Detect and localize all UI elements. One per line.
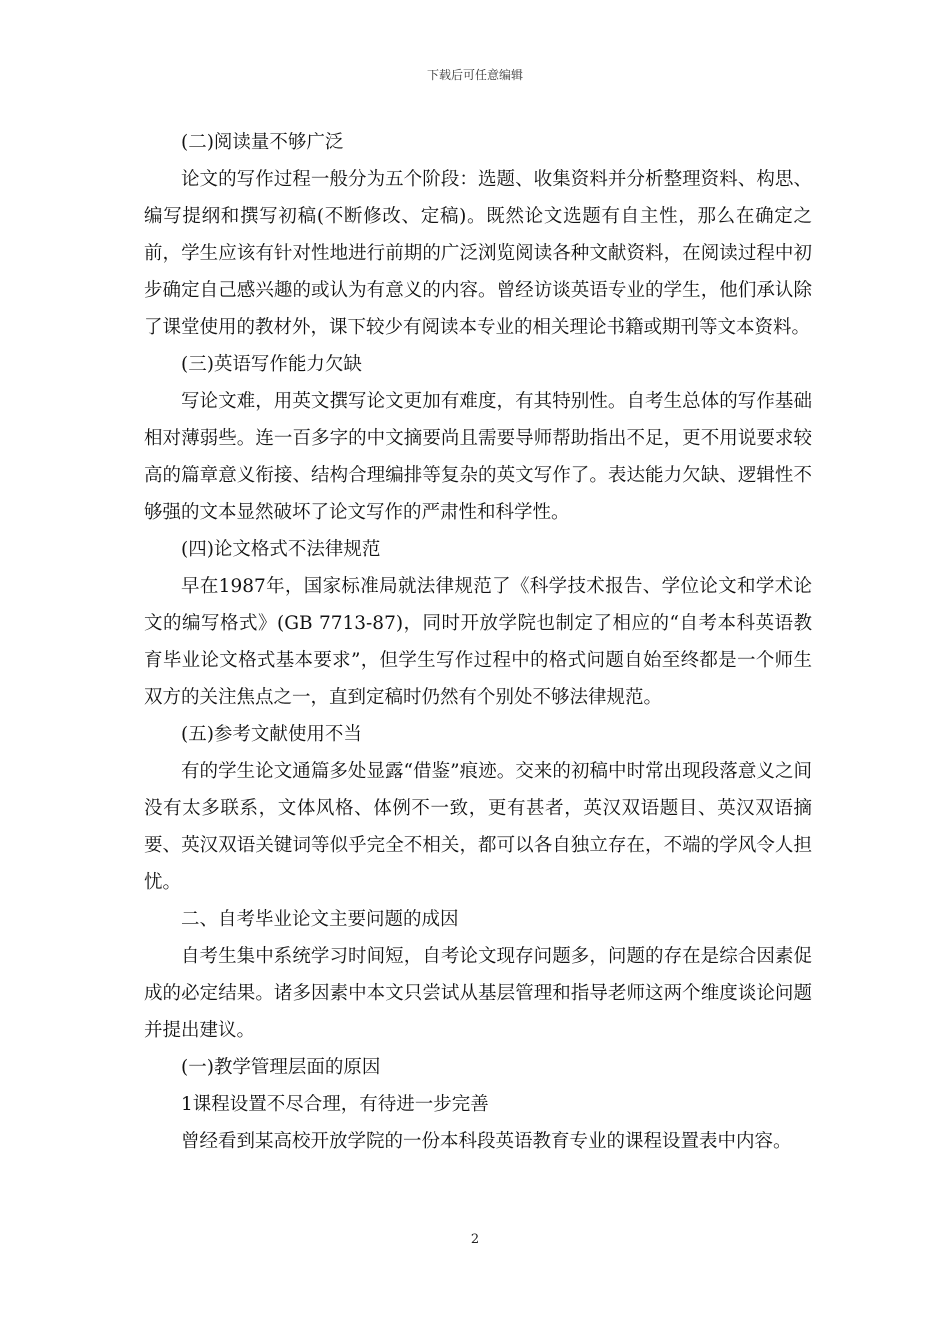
paragraph-writing-ability: 写论文难，用英文撰写论文更加有难度，有其特别性。自考生总体的写作基础相对薄弱些。连一百多字的中文摘要尚且需要导师帮助指出不足，更不用说要求较高的篇章意义衔接、结构合理编排等复杂的英文写作了。表达能力欠缺、逻辑性不够强的文本显然破坏了论文写作的严肃性和科学性。 bbox=[144, 391, 812, 523]
subheading-format: (四)论文格式不法律规范 bbox=[181, 539, 381, 560]
paragraph-causes: 自考生集中系统学习时间短，自考论文现存问题多，问题的存在是综合因素促成的必定结果。诸多因素中本文只尝试从基层管理和指导老师这两个维度谈论问题并提出建议。 bbox=[144, 946, 812, 1041]
document-body bbox=[144, 124, 812, 1160]
page-number: 2 bbox=[470, 1232, 480, 1247]
section-heading-causes: 二、自考毕业论文主要问题的成因 bbox=[181, 909, 459, 930]
page-header: 下载后可任意编辑 bbox=[426, 68, 523, 82]
subheading-curriculum: 1课程设置不尽合理，有待进一步完善 bbox=[181, 1094, 489, 1115]
paragraph-reading: 论文的写作过程一般分为五个阶段：选题、收集资料并分析整理资料、构思、编写提纲和撰写初稿(不断修改、定稿)。既然论文选题有自主性，那么在确定之前，学生应该有针对性地进行前期的广泛浏览阅读各种文献资料，在阅读过程中初步确定自己感兴趣的或认为有意义的内容。曾经访谈英语专业的学生，他们承认除了课堂使用的教材外，课下较少有阅读本专业的相关理论书籍或期刊等文本资料。 bbox=[144, 169, 812, 338]
paragraph-format: 早在1987年，国家标准局就法律规范了《科学技术报告、学位论文和学术论文的编写格式》(GB 7713-87)，同时开放学院也制定了相应的“自考本科英语教育毕业论文格式基本要求”，但学生写作过程中的格式问题自始至终都是一个师生双方的关注焦点之一，直到定稿时仍然有个别处不够法律规范。 bbox=[144, 576, 812, 708]
subheading-teaching-management: (一)教学管理层面的原因 bbox=[181, 1057, 381, 1078]
paragraph-curriculum: 曾经看到某高校开放学院的一份本科段英语教育专业的课程设置表中内容。 bbox=[181, 1131, 792, 1152]
subheading-reading: (二)阅读量不够广泛 bbox=[181, 132, 344, 153]
paragraph-references: 有的学生论文通篇多处显露“借鉴”痕迹。交来的初稿中时常出现段落意义之间没有太多联系，文体风格、体例不一致，更有甚者，英汉双语题目、英汉双语摘要、英汉双语关键词等似乎完全不相关，都可以各自独立存在，不端的学风令人担忧。 bbox=[144, 761, 812, 893]
subheading-references: (五)参考文献使用不当 bbox=[181, 724, 362, 745]
subheading-writing-ability: (三)英语写作能力欠缺 bbox=[181, 354, 362, 375]
